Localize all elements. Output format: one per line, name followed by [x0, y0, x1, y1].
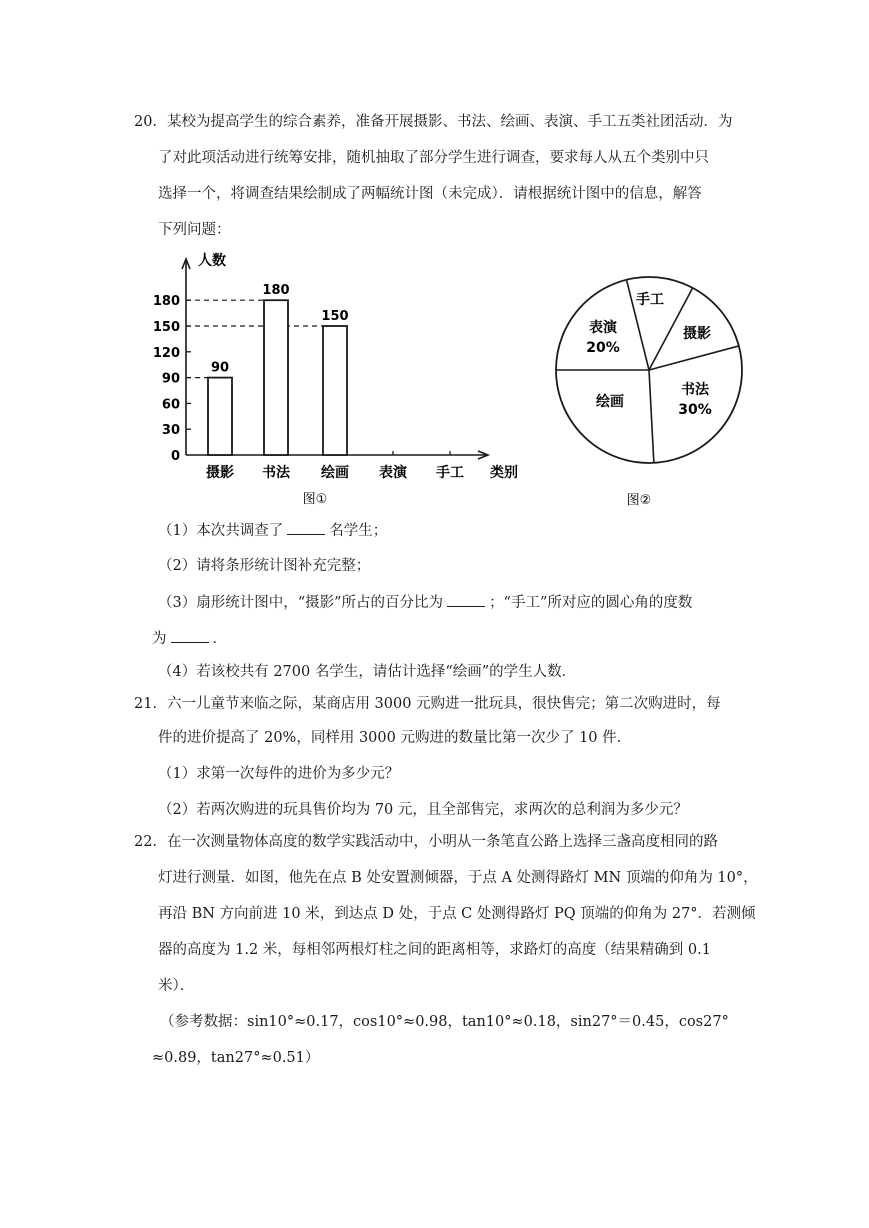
- y-tick-label: 120: [152, 345, 180, 361]
- q20-sub3: [158, 592, 692, 613]
- q22-line-3: 再沿 BN 方向前进 10 米，到达点 D 处，于点 C 处测得路灯 PQ 顶端的仰角为 27°．若测倾: [158, 906, 756, 922]
- y-tick-label: 90: [161, 371, 180, 387]
- q20-sub3-text-c: 为: [152, 631, 167, 647]
- q22-reference-2: ≈0.89，tan27°≈0.51）: [152, 1050, 320, 1066]
- bar-value-label: 90: [210, 360, 230, 376]
- q22-reference-1: （参考数据：sin10°≈0.17，cos10°≈0.98，tan10°≈0.18，sin27°＝0.45，cos27°: [160, 1014, 729, 1030]
- q22-line-2: 灯进行测量．如图，他先在点 B 处安置测倾器，于点 A 处测得路灯 MN 顶端的仰角为 10°，: [158, 870, 758, 886]
- bar-chart: [150, 245, 535, 510]
- answer-blank: [171, 628, 209, 643]
- pie-label-书法: 书法: [681, 382, 709, 398]
- x-tick-label: 摄影: [206, 465, 234, 481]
- x-tick-label: 书法: [262, 465, 290, 481]
- bar-书法: [264, 300, 288, 455]
- answer-blank: [287, 520, 325, 535]
- q20-sub1-text-a: （1）本次共调查了: [158, 523, 284, 539]
- q20-line-3: 选择一个，将调查结果绘制成了两幅统计图（未完成）．请根据统计图中的信息，解答: [158, 186, 702, 202]
- q21-line-1: 21．六一儿童节来临之际，某商店用 3000 元购进一批玩具，很快售完；第二次购进时，每: [134, 696, 721, 712]
- y-tick-label: 60: [161, 397, 180, 413]
- q22-line-5: 米）．: [158, 978, 195, 994]
- bar-value-label: 180: [262, 283, 290, 299]
- q20-line-4: 下列问题：: [158, 222, 231, 238]
- x-tick-label: 表演: [379, 465, 407, 481]
- q21-sub2: （2）若两次购进的玩具售价均为 70 元，且全部售完，求两次的总利润为多少元？: [158, 802, 688, 818]
- y-tick-label: 0: [170, 449, 180, 464]
- q22-line-4: 器的高度为 1.2 米，每相邻两根灯柱之间的距离相等，求路灯的高度（结果精确到 0.1: [158, 942, 711, 958]
- q20-sub3-text-b: ；“手工”所对应的圆心角的度数: [489, 595, 693, 611]
- y-axis-title: 人数: [198, 253, 226, 269]
- q21-line-2: 件的进价提高了 20%，同样用 3000 元购进的数量比第一次少了 10 件．: [158, 730, 632, 746]
- q21-sub1: （1）求第一次每件的进价为多少元？: [158, 766, 400, 782]
- pie-percent-label: 20%: [586, 340, 620, 356]
- y-tick-label: 30: [161, 423, 180, 439]
- q20-sub1: [158, 520, 387, 541]
- bar-value-label: 150: [321, 309, 349, 324]
- pie-label-表演: 表演: [589, 320, 617, 336]
- figure-1-caption: 图①: [302, 492, 328, 507]
- pie-label-绘画: 绘画: [596, 394, 624, 410]
- x-tick-label: 手工: [436, 465, 464, 481]
- q20-sub3-text-d: ．: [212, 631, 227, 647]
- pie-label-手工: 手工: [636, 292, 664, 308]
- pie-percent-label: 30%: [678, 402, 712, 418]
- y-tick-label: 180: [152, 294, 180, 310]
- pie-chart: [545, 270, 755, 510]
- q20-sub2: （2）请将条形统计图补充完整；: [158, 558, 371, 574]
- x-tick-label: 绘画: [321, 465, 349, 481]
- q20-sub4: （4）若该校共有 2700 名学生，请估计选择“绘画”的学生人数．: [158, 664, 577, 680]
- q20-line-2: 了对此项活动进行统筹安排，随机抽取了部分学生进行调查，要求每人从五个类别中只: [158, 150, 709, 166]
- q20-sub3-cont: [152, 628, 227, 649]
- bar-绘画: [323, 326, 347, 455]
- answer-blank: [447, 592, 485, 607]
- x-axis-title: 类别: [490, 465, 518, 481]
- q20-sub3-text-a: （3）扇形统计图中，“摄影”所占的百分比为: [158, 595, 444, 611]
- bar-摄影: [208, 378, 232, 455]
- q20-sub1-text-b: 名学生；: [329, 523, 388, 539]
- q22-line-1: 22．在一次测量物体高度的数学实践活动中，小明从一条笔直公路上选择三盏高度相同的路: [134, 834, 718, 850]
- pie-label-摄影: 摄影: [683, 326, 711, 342]
- q20-line-1: 20．某校为提高学生的综合素养，准备开展摄影、书法、绘画、表演、手工五类社团活动．为: [134, 114, 733, 130]
- figure-2-caption: 图②: [626, 493, 652, 508]
- y-tick-label: 150: [152, 320, 180, 335]
